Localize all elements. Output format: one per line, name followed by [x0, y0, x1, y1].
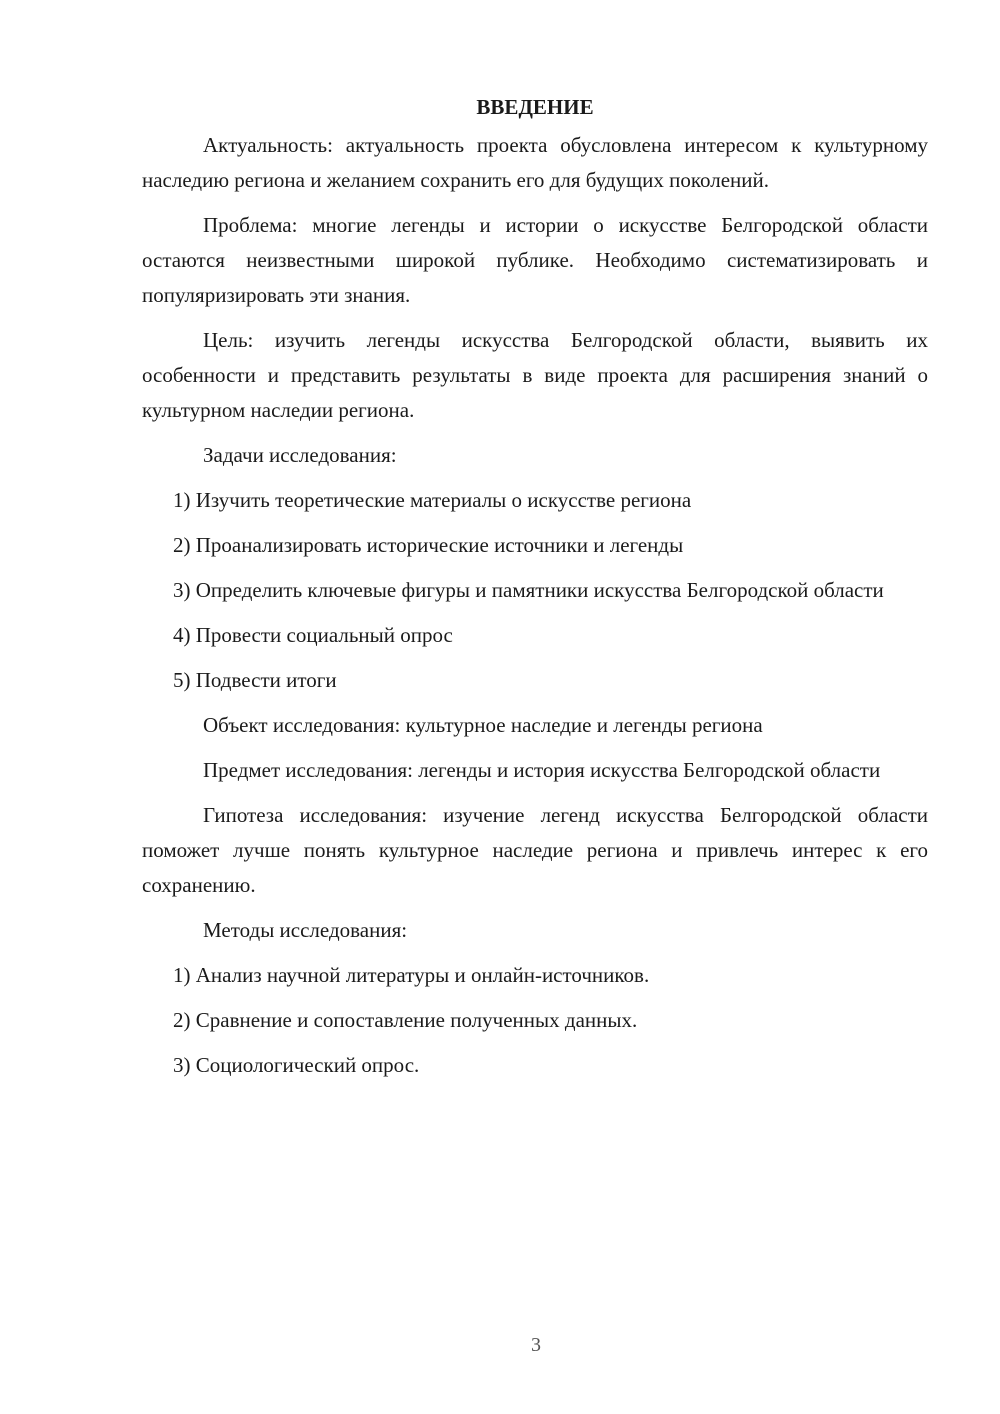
task-item: 1) Изучить теоретические материалы о искусстве региона: [173, 488, 692, 512]
task-item: 3) Определить ключевые фигуры и памятники искусства Белгородской области: [173, 578, 884, 602]
task-item: 4) Провести социальный опрос: [173, 623, 453, 647]
tasks-heading: Задачи исследования:: [203, 443, 397, 467]
object-paragraph: Объект исследования: культурное наследие и легенды региона: [203, 713, 763, 737]
hypothesis-paragraph: Гипотеза исследования: изучение легенд искусства Белгородской области поможет лучше понять культурное наследие региона и привлечь интерес к его сохранению.: [142, 803, 928, 897]
task-item: 5) Подвести итоги: [173, 668, 337, 692]
methods-heading: Методы исследования:: [203, 918, 408, 942]
task-item: 2) Проанализировать исторические источники и легенды: [173, 533, 684, 557]
method-item: 2) Сравнение и сопоставление полученных данных.: [173, 1008, 638, 1032]
goal-paragraph: Цель: изучить легенды искусства Белгородской области, выявить их особенности и представить результаты в виде проекта для расширения знаний о культурном наследии региона.: [142, 328, 928, 422]
relevance-paragraph: Актуальность: актуальность проекта обусловлена интересом к культурному наследию региона и желанием сохранить его для будущих поколений.: [142, 133, 928, 192]
page-number: 3: [531, 1334, 541, 1356]
problem-paragraph: Проблема: многие легенды и истории о искусстве Белгородской области остаются неизвестными широкой публике. Необходимо систематизировать и популяризировать эти знания.: [142, 213, 928, 307]
document-page: [142, 92, 928, 1093]
method-item: 3) Социологический опрос.: [173, 1053, 420, 1077]
subject-paragraph: Предмет исследования: легенды и история искусства Белгородской области: [203, 758, 881, 782]
page-title: ВВЕДЕНИЕ: [476, 95, 594, 119]
method-item: 1) Анализ научной литературы и онлайн-источников.: [173, 963, 650, 987]
